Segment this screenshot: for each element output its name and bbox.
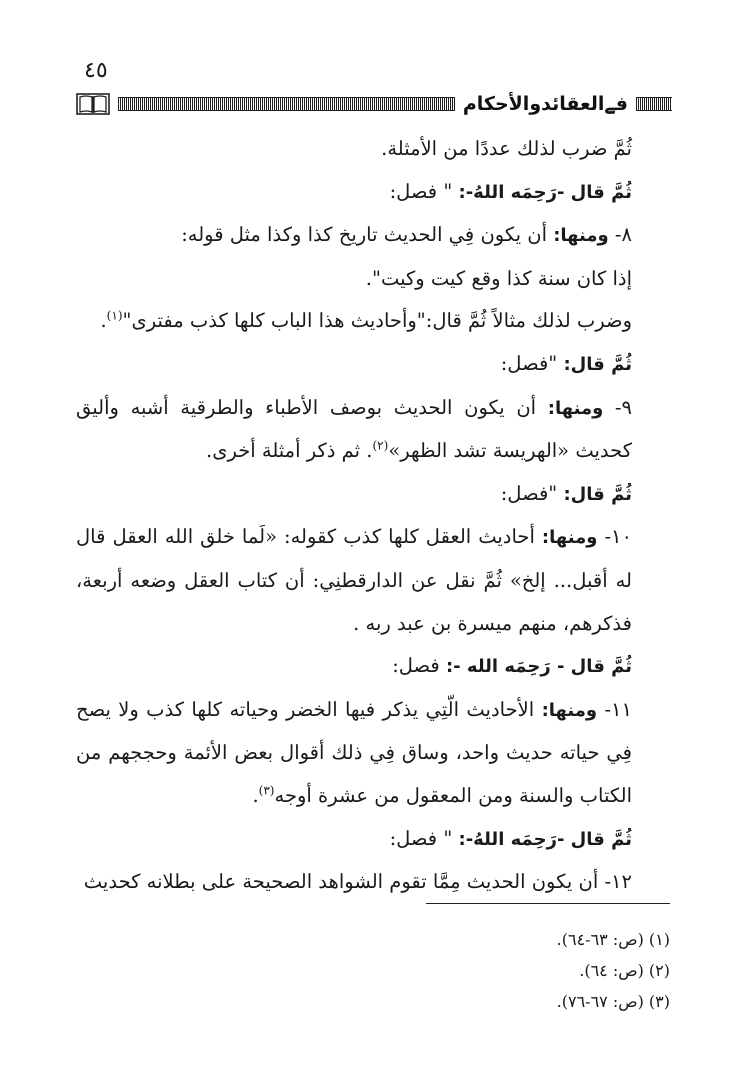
text: وضرب لذلك مثالاً ثُمَّ قال:"وأحاديث هذا الباب كلها كذب مفترى" (122, 309, 632, 333)
page-number: ٤٥ (84, 58, 108, 83)
paragraph-7 (76, 387, 670, 473)
item-number: ٩- (603, 395, 632, 419)
text: أن يكون فِي الحديث تاريخ كذا وكذا مثل قوله: (181, 223, 554, 247)
text: أن يكون الحديث بوصف الأطباء والطرقية أشبه وأليق كحديث «الهريسة تشد الظهر» (76, 395, 632, 463)
paragraph-4 (76, 258, 670, 301)
footnote-ref-3[interactable]: (٣) (258, 783, 275, 798)
text-tail: . ثم ذكر أمثلة أخرى. (206, 439, 373, 463)
lead-phrase: ثُمَّ قال: (563, 353, 632, 375)
header-ornament-left (118, 97, 455, 111)
item-number: ٨- (608, 223, 632, 247)
text: "فصل: (500, 481, 564, 505)
footnote-3: (٣) (ص: ٦٧-٧٦). (556, 992, 670, 1011)
paragraph-1 (76, 128, 670, 171)
open-book-icon (76, 93, 110, 115)
text: فصل: (392, 654, 446, 678)
footnote-2: (٢) (ص: ٦٤). (579, 961, 670, 980)
lead-phrase: ومنها: (553, 225, 609, 247)
lead-phrase: ومنها: (541, 699, 598, 721)
lead-phrase: ثُمَّ قال: (563, 483, 632, 505)
paragraph-2 (76, 171, 670, 215)
paragraph-8 (76, 473, 670, 517)
lead-phrase: ثُمَّ قال -رَحِمَه اللهُ-: (458, 828, 632, 850)
footnote-ref-1[interactable]: (١) (106, 308, 123, 323)
lead-phrase: ثُمَّ قال - رَحِمَه الله -: (445, 656, 632, 678)
main-text (76, 128, 670, 904)
running-header (76, 90, 672, 118)
paragraph-11 (76, 689, 670, 818)
footnote-1: (١) (ص: ٦٣-٦٤). (556, 930, 670, 949)
header-ornament-right (636, 97, 672, 111)
paragraph-6 (76, 343, 670, 387)
paragraph-13 (76, 861, 670, 904)
paragraph-12 (76, 818, 670, 862)
footnote-separator (426, 903, 670, 904)
text: " فصل: (389, 826, 459, 850)
item-number: ١١- (597, 697, 632, 721)
text: أحاديث العقل كلها كذب كقوله: «لَما خلق الله العقل قال له أقبل... إلخ» ثُمَّ نقل عن الدارقطنِي: أن كتاب العقل وضعه أربعة، فذكرهم، منهم ميسرة بن عبد ربه . (76, 525, 632, 635)
text-tail: . (100, 309, 107, 333)
item-number: ١٠- (597, 525, 632, 549)
text: ١٢- أن يكون الحديث مِمَّا تقوم الشواهد الصحيحة على بطلانه كحديث (83, 870, 632, 894)
text: "فصل: (500, 351, 564, 375)
header-title: فےالعقائدوالأحكام (462, 93, 628, 115)
paragraph-3 (76, 214, 670, 258)
lead-phrase: ومنها: (547, 397, 604, 419)
text: " فصل: (389, 179, 459, 203)
footnotes (76, 924, 670, 1017)
paragraph-9 (76, 516, 670, 645)
footnote-ref-2[interactable]: (٢) (372, 438, 389, 453)
lead-phrase: ومنها: (541, 527, 598, 549)
paragraph-5 (76, 300, 670, 343)
text: إذا كان سنة كذا وقع كيت وكيت". (365, 266, 632, 290)
text: الأحاديث الّتِي يذكر فيها الخضر وحياته كلها كذب ولا يصح فِي حياته حديث واحد، وساق فِي ذلك أقوال بعض الأئمة وحججهم من الكتاب والسنة ومن المعقول من عشرة أوجه (76, 697, 632, 807)
lead-phrase: ثُمَّ قال -رَحِمَه اللهُ-: (458, 181, 632, 203)
paragraph-10 (76, 645, 670, 689)
text-tail: . (252, 783, 259, 807)
text: ثُمَّ ضرب لذلك عددًا من الأمثلة. (381, 137, 632, 160)
